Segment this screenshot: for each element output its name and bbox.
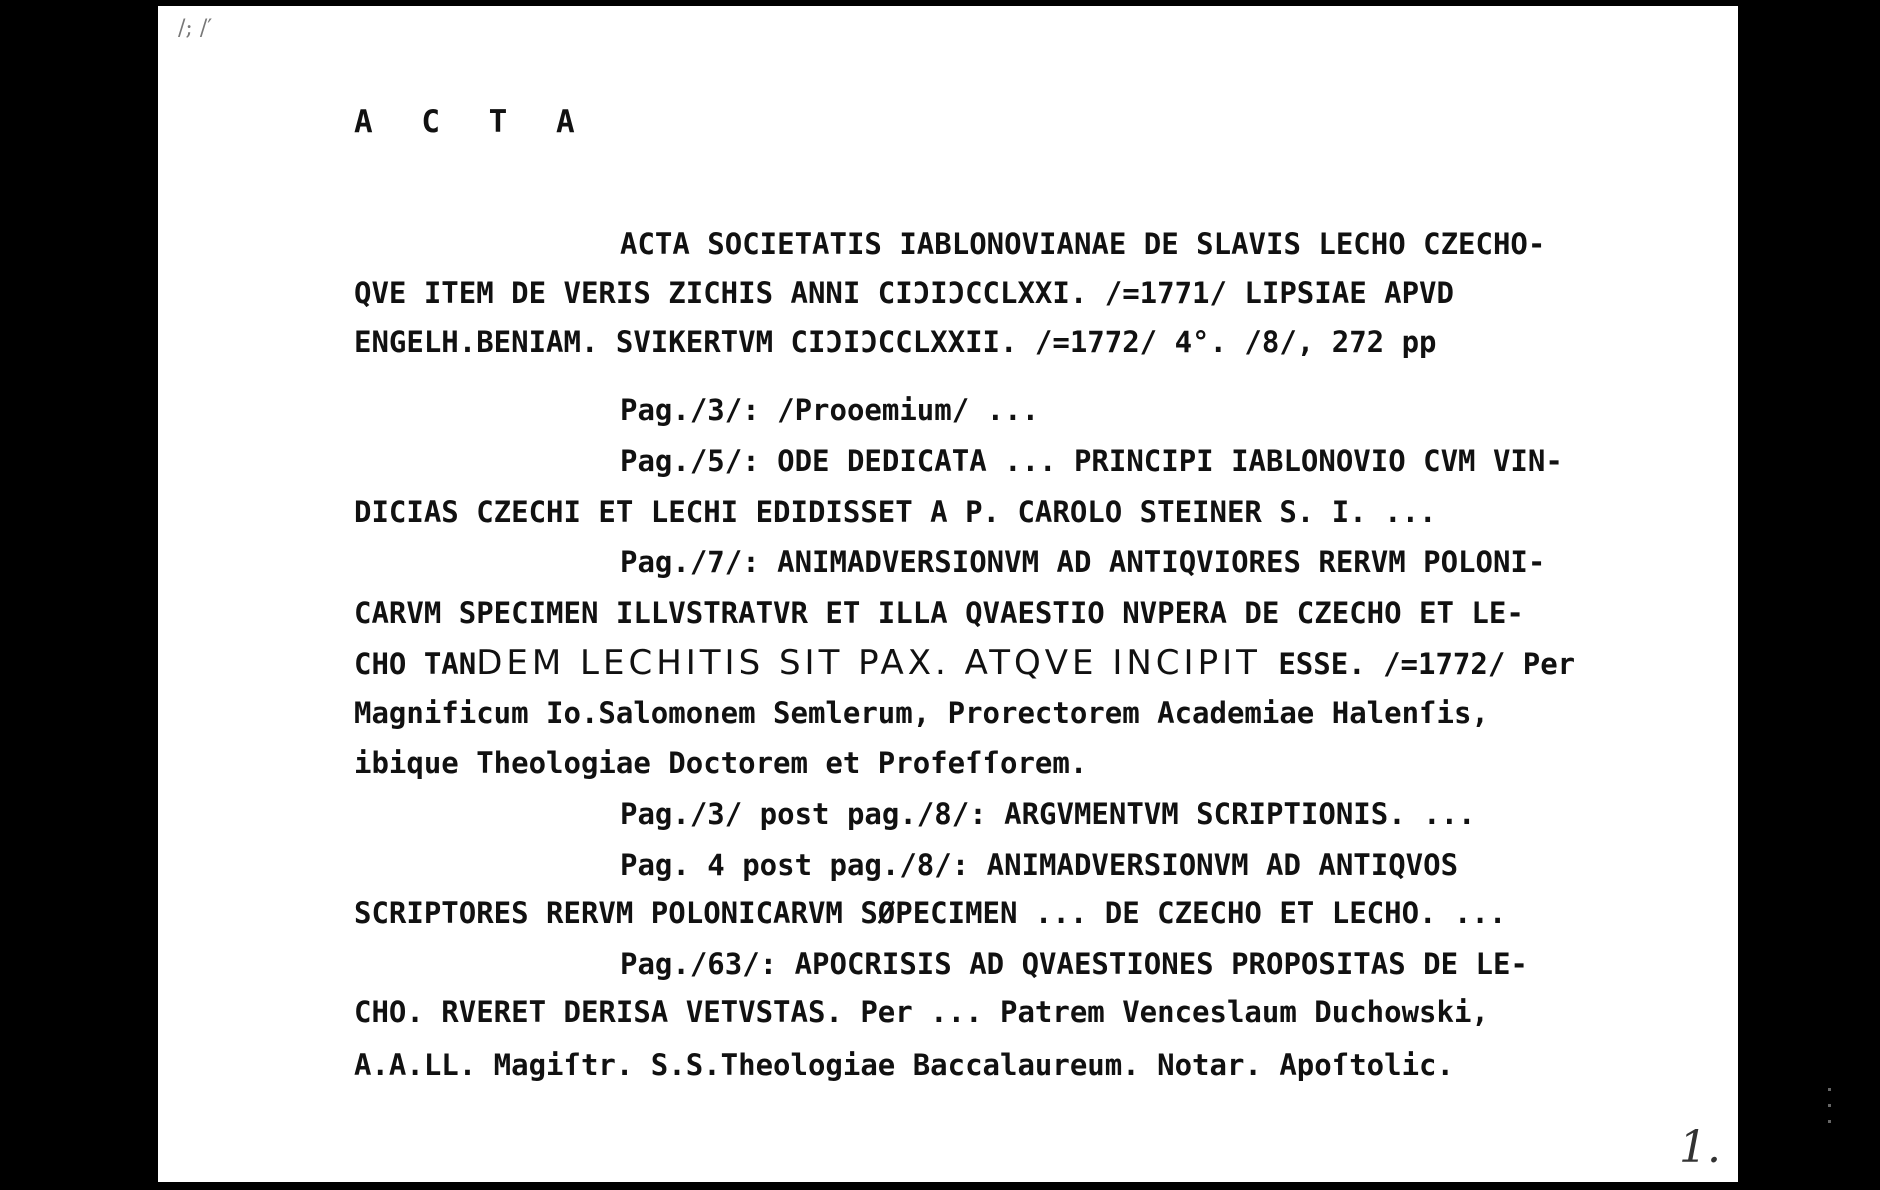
text-line-10: Magnificum Io.Salomonem Semlerum, Prorectorem Academiae Halenſis, [354, 696, 1489, 730]
text-line-2: QVE ITEM DE VERIS ZICHIS ANNI CIƆIƆCCLXXI. /=1771/ LIPSIAE APVD [354, 276, 1454, 310]
text-line-6: DICIAS CZECHI ET LECHI EDIDISSET A P. CAROLO STEINER S. I. ... [354, 495, 1437, 529]
typed-text: ESSE. /=1772/ Per [1260, 647, 1576, 681]
text-line-13: Pag. 4 post pag./8/: ANIMADVERSIONVM AD ANTIQVOS [620, 848, 1459, 882]
text-line-16: CHO. RVERET DERISA VETVSTAS. Per ... Patrem Venceslaum Duchowski, [354, 995, 1489, 1029]
card-heading: A C T A [354, 104, 590, 140]
text-line-8: CARVM SPECIMEN ILLVSTRATVR ET ILLA QVAESTIO NVPERA DE CZECHO ET LE- [354, 596, 1524, 630]
text-line-14: SCRIPTORES RERVM POLONICARVM SØPECIMEN ... DE CZECHO ET LECHO. ... [354, 896, 1507, 930]
corner-pencil-mark: /; /′ [178, 16, 213, 41]
scan-speck [1828, 1088, 1831, 1091]
handwritten-insert: DEM LECHITIS SIT PAX. ATQVE INCIPIT [476, 643, 1261, 683]
text-line-11: ibique Theologiae Doctorem et Profeſſorem. [354, 746, 1088, 780]
scan-speck [1828, 1120, 1831, 1123]
typed-text: CHO TAN [354, 647, 477, 681]
index-card [158, 6, 1738, 1182]
text-line-7: Pag./7/: ANIMADVERSIONVM AD ANTIQVIORES RERVM POLONI- [620, 545, 1546, 579]
text-line-15: Pag./63/: APOCRISIS AD QVAESTIONES PROPOSITAS DE LE- [620, 947, 1528, 981]
handwritten-page-number: 1. [1679, 1122, 1721, 1173]
text-line-12: Pag./3/ post pag./8/: ARGVMENTVM SCRIPTIONIS. ... [620, 797, 1476, 831]
text-line-4: Pag./3/: /Prooemium/ ... [620, 393, 1040, 427]
text-line-5: Pag./5/: ODE DEDICATA ... PRINCIPI IABLONOVIO CVM VIN- [620, 444, 1563, 478]
scan-speck [1828, 1104, 1831, 1107]
text-line-17: A.A.LL. Magiſtr. S.S.Theologiae Baccalaureum. Notar. Apoſtolic. [354, 1048, 1454, 1082]
text-line-1: ACTA SOCIETATIS IABLONOVIANAE DE SLAVIS LECHO CZECHO- [620, 227, 1546, 261]
text-line-3: ENGELH.BENIAM. SVIKERTVM CIƆIƆCCLXXII. /=1772/ 4°. /8/, 272 pp [354, 325, 1437, 359]
text-line-9-mixed [354, 643, 1576, 683]
